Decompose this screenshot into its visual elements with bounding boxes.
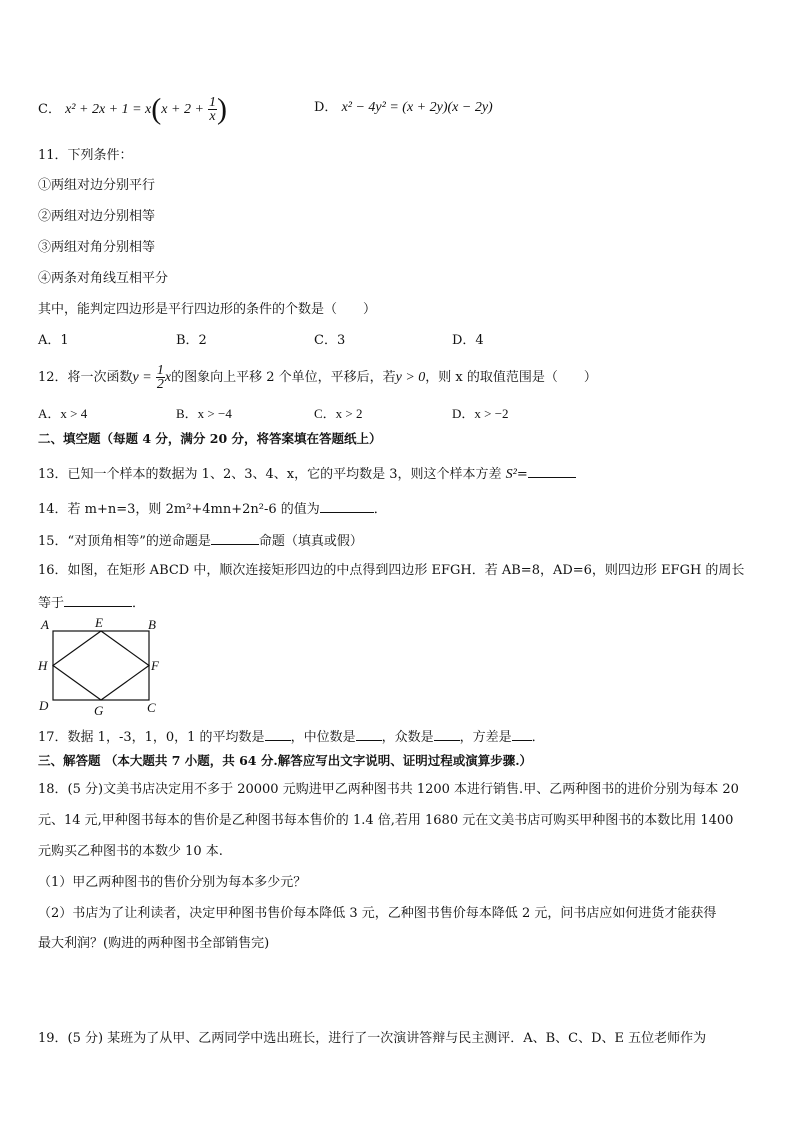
q15: 15．“对顶角相等”的逆命题是 命题（填真或假） bbox=[38, 531, 363, 551]
q11-item-3: ③两组对角分别相等 bbox=[38, 240, 156, 255]
q17-median-blank[interactable] bbox=[356, 727, 382, 741]
q19-line-1: 19．(5 分) 某班为了从甲、乙两同学中选出班长，进行了一次演讲答辩与民主测评．A、B、C、D、E 五位老师作为 bbox=[38, 1031, 707, 1046]
q14-answer-blank[interactable] bbox=[320, 499, 374, 513]
q10-d-label: D． bbox=[314, 100, 338, 115]
q18-sub-2b: 最大利润？(购进的两种图书全部销售完) bbox=[38, 936, 270, 951]
label-a: A bbox=[41, 617, 49, 632]
q11-option-b: B．2 bbox=[176, 333, 207, 348]
q11-stem: 11．下列条件： bbox=[38, 148, 133, 163]
q12-fraction: $\frac{1}{2}$ bbox=[156, 363, 164, 392]
q12-stem: 12．将一次函数y = $\frac{1}{2}$ x的图象向上平移 2 个单位，平移后，若y > 0，则 x 的取值范围是（ ） bbox=[38, 363, 597, 392]
section-fill-in-heading: 二、填空题（每题 4 分，满分 20 分，将答案填在答题纸上） bbox=[38, 431, 382, 446]
q15-answer-blank[interactable] bbox=[211, 531, 259, 545]
label-e: E bbox=[95, 615, 103, 630]
q17-variance-blank[interactable] bbox=[512, 727, 532, 741]
q13-variance-symbol: S² bbox=[505, 467, 517, 482]
q16-rectangle-figure bbox=[30, 612, 170, 720]
q10-option-d bbox=[314, 99, 493, 117]
q10-d-expr: x² − 4y² = (x + 2y)(x − 2y) bbox=[341, 100, 493, 115]
q11-item-4: ④两条对角线互相平分 bbox=[38, 271, 169, 286]
q17-mean-blank[interactable] bbox=[265, 727, 291, 741]
rectangle-abcd bbox=[53, 631, 149, 700]
label-g: G bbox=[94, 703, 104, 718]
q14: 14．若 m+n=3，则 2m²+4mn+2n²-6 的值为 ． bbox=[38, 499, 387, 519]
label-c: C bbox=[147, 700, 156, 715]
q18-line-1: 18．(5 分)文美书店决定用不多于 20000 元购进甲乙两种图书共 1200 本进行销售.甲、乙两种图书的进价分别为每本 20 bbox=[38, 782, 739, 797]
quadrilateral-efgh bbox=[53, 631, 149, 700]
q10-c-fraction: $\frac{1}{x}$ bbox=[209, 95, 217, 124]
q16-line-2: 等于 ． bbox=[38, 593, 145, 613]
q11-item-1: ①两组对边分别平行 bbox=[38, 178, 156, 193]
q17-mode-blank[interactable] bbox=[434, 727, 460, 741]
q12-option-c: C．x > 2 bbox=[314, 406, 363, 421]
q11-option-d: D．4 bbox=[452, 333, 484, 348]
q12-condition: y > 0 bbox=[395, 370, 426, 385]
q11-question: 其中，能判定四边形是平行四边形的条件的个数是（ ） bbox=[38, 302, 377, 317]
label-f: F bbox=[151, 658, 159, 673]
label-h: H bbox=[38, 658, 48, 673]
q17: 17．数据 1，-3，1，0，1 的平均数是 ，中位数是 ，众数是 ，方差是 ． bbox=[38, 727, 545, 747]
q16-answer-blank[interactable] bbox=[64, 593, 132, 607]
q13-answer-blank[interactable] bbox=[528, 464, 576, 478]
q12-option-a: A．x > 4 bbox=[38, 406, 88, 421]
section-answer-heading: 三、解答题 （本大题共 7 小题，共 64 分.解答应写出文字说明、证明过程或演算步骤.） bbox=[38, 753, 533, 768]
q12-func-lhs: y = bbox=[132, 370, 152, 385]
q18-line-3: 元购买乙种图书的本数少 10 本. bbox=[38, 844, 223, 859]
q11-option-c: C．3 bbox=[314, 333, 346, 348]
q10-c-inner: x + 2 + bbox=[161, 102, 204, 117]
q18-line-2: 元、14 元,甲种图书每本的售价是乙种图书每本售价的 1.4 倍,若用 1680 元在文美书店可购买甲种图书的本数比用 1400 bbox=[38, 813, 734, 828]
q10-c-lhs: x² + 2x + 1 = x bbox=[65, 102, 152, 117]
q16-line-1: 16．如图，在矩形 ABCD 中，顺次连接矩形四边的中点得到四边形 EFGH．若 AB=8，AD=6，则四边形 EFGH 的周长 bbox=[38, 563, 745, 578]
q10-option-c: C． x² + 2x + 1 = x(x + 2 + $\frac{1}{x}$ ) bbox=[38, 92, 228, 126]
q11-item-2: ②两组对边分别相等 bbox=[38, 209, 156, 224]
q12-option-b: B．x > −4 bbox=[176, 406, 232, 421]
q10-c-label: C． bbox=[38, 102, 61, 117]
q18-sub-2a: （2）书店为了让利读者，决定甲种图书售价每本降低 3 元，乙种图书售价每本降低 2 元，问书店应如何进货才能获得 bbox=[38, 906, 717, 921]
q11-option-a: A．1 bbox=[38, 333, 69, 348]
label-b: B bbox=[148, 617, 156, 632]
q13: 13．已知一个样本的数据为 1、2、3、4、x，它的平均数是 3，则这个样本方差 S²= bbox=[38, 464, 576, 484]
q18-sub-1: （1）甲乙两种图书的售价分别为每本多少元？ bbox=[38, 875, 307, 890]
q12-option-d: D．x > −2 bbox=[452, 406, 509, 421]
label-d: D bbox=[39, 698, 49, 713]
